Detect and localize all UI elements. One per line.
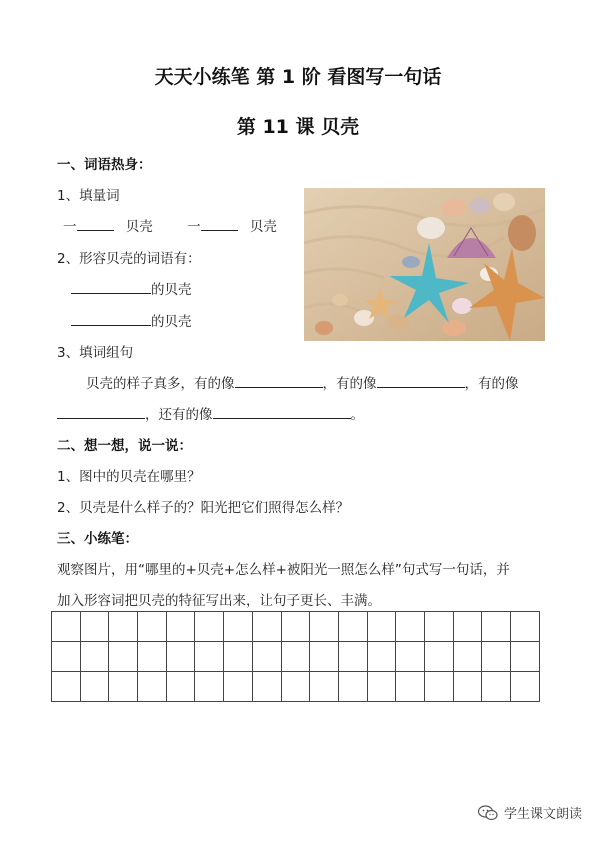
grid-cell[interactable] [195, 612, 224, 642]
grid-cell[interactable] [80, 612, 109, 642]
grid-cell[interactable] [396, 672, 425, 702]
grid-cell[interactable] [281, 642, 310, 672]
grid-cell[interactable] [367, 672, 396, 702]
q1-label: 1、填量词 [57, 188, 120, 204]
section3-heading: 三、小练笔： [57, 531, 138, 547]
grid-cell[interactable] [138, 672, 167, 702]
sentence-blank-2[interactable] [377, 375, 465, 388]
discussion-question-1: 1、图中的贝壳在哪里？ [57, 469, 201, 485]
adjective-suffix-2: 的贝壳 [151, 314, 192, 330]
grid-cell[interactable] [310, 612, 339, 642]
sentence-blank-3[interactable] [57, 406, 145, 419]
grid-cell[interactable] [281, 612, 310, 642]
grid-cell[interactable] [338, 672, 367, 702]
grid-cell[interactable] [281, 672, 310, 702]
discussion-question-2: 2、贝壳是什么样子的？阳光把它们照得怎么样？ [57, 500, 350, 516]
grid-cell[interactable] [52, 612, 81, 642]
grid-cell[interactable] [396, 612, 425, 642]
footer-account-name: 学生课文朗读 [503, 807, 582, 822]
grid-cell[interactable] [511, 672, 540, 702]
adjective-blank-2[interactable] [71, 313, 151, 326]
worksheet-title: 天天小练笔 第 1 阶 看图写一句话 [154, 66, 442, 88]
sentence-part-5: 。 [350, 407, 364, 423]
sentence-part-1: 贝壳的样子真多，有的像 [86, 376, 235, 392]
grid-cell[interactable] [310, 642, 339, 672]
instruction-line-1: 观察图片，用“哪里的+贝壳+怎么样+被阳光一照怎么样”句式写一句话，并 [57, 562, 510, 578]
grid-cell[interactable] [310, 672, 339, 702]
sentence-line-2 [57, 403, 364, 423]
measure-prefix-1: 一 [63, 219, 77, 235]
grid-cell[interactable] [195, 672, 224, 702]
grid-cell[interactable] [482, 642, 511, 672]
grid-cell[interactable] [367, 612, 396, 642]
grid-cell[interactable] [109, 672, 138, 702]
grid-cell[interactable] [424, 642, 453, 672]
grid-cell[interactable] [166, 672, 195, 702]
section2-heading: 二、想一想，说一说： [57, 438, 192, 454]
writing-grid[interactable] [51, 611, 540, 702]
grid-cell[interactable] [482, 612, 511, 642]
grid-cell[interactable] [511, 642, 540, 672]
grid-cell[interactable] [52, 642, 81, 672]
grid-cell[interactable] [109, 612, 138, 642]
grid-cell[interactable] [224, 612, 253, 642]
measure-word-blank-2[interactable] [201, 218, 238, 231]
wechat-icon [478, 805, 498, 825]
measure-prefix-2: 一 [187, 219, 201, 235]
grid-cell[interactable] [424, 672, 453, 702]
grid-cell[interactable] [424, 612, 453, 642]
grid-cell[interactable] [338, 612, 367, 642]
grid-cell[interactable] [453, 672, 482, 702]
adjective-line-1 [71, 278, 192, 298]
lesson-title: 第 11 课 贝壳 [236, 116, 360, 138]
instruction-line-2: 加入形容词把贝壳的特征写出来，让句子更长、丰满。 [57, 593, 381, 609]
grid-cell[interactable] [453, 642, 482, 672]
adjective-line-2 [71, 310, 192, 330]
grid-cell[interactable] [252, 642, 281, 672]
grid-row [52, 642, 540, 672]
grid-cell[interactable] [224, 642, 253, 672]
grid-cell[interactable] [224, 672, 253, 702]
adjective-blank-1[interactable] [71, 281, 151, 294]
measure-word-blank-1[interactable] [77, 218, 114, 231]
grid-cell[interactable] [252, 672, 281, 702]
grid-row [52, 672, 540, 702]
sentence-line-1 [86, 372, 519, 392]
grid-cell[interactable] [482, 672, 511, 702]
grid-cell[interactable] [195, 642, 224, 672]
measure-word-line [63, 215, 277, 235]
q2-label: 2、形容贝壳的词语有： [57, 251, 201, 267]
measure-noun-2: 贝壳 [249, 219, 277, 235]
section1-heading: 一、词语热身： [57, 157, 152, 173]
sentence-part-2: ，有的像 [322, 376, 377, 392]
grid-cell[interactable] [252, 612, 281, 642]
grid-cell[interactable] [138, 642, 167, 672]
seashell-photo [304, 188, 545, 341]
grid-cell[interactable] [511, 612, 540, 642]
sentence-blank-4[interactable] [213, 406, 351, 419]
grid-cell[interactable] [80, 642, 109, 672]
grid-cell[interactable] [109, 642, 138, 672]
grid-cell[interactable] [396, 642, 425, 672]
grid-cell[interactable] [52, 672, 81, 702]
grid-cell[interactable] [166, 642, 195, 672]
adjective-suffix-1: 的贝壳 [151, 282, 192, 298]
grid-cell[interactable] [367, 642, 396, 672]
sentence-part-3: ，有的像 [464, 376, 519, 392]
q3-label: 3、填词组句 [57, 345, 134, 361]
grid-cell[interactable] [138, 612, 167, 642]
sentence-part-4: ，还有的像 [145, 407, 213, 423]
grid-cell[interactable] [453, 612, 482, 642]
sentence-blank-1[interactable] [235, 375, 323, 388]
measure-noun-1: 贝壳 [125, 219, 153, 235]
grid-cell[interactable] [338, 642, 367, 672]
grid-cell[interactable] [80, 672, 109, 702]
grid-row [52, 612, 540, 642]
grid-cell[interactable] [166, 612, 195, 642]
footer-watermark [478, 803, 582, 825]
